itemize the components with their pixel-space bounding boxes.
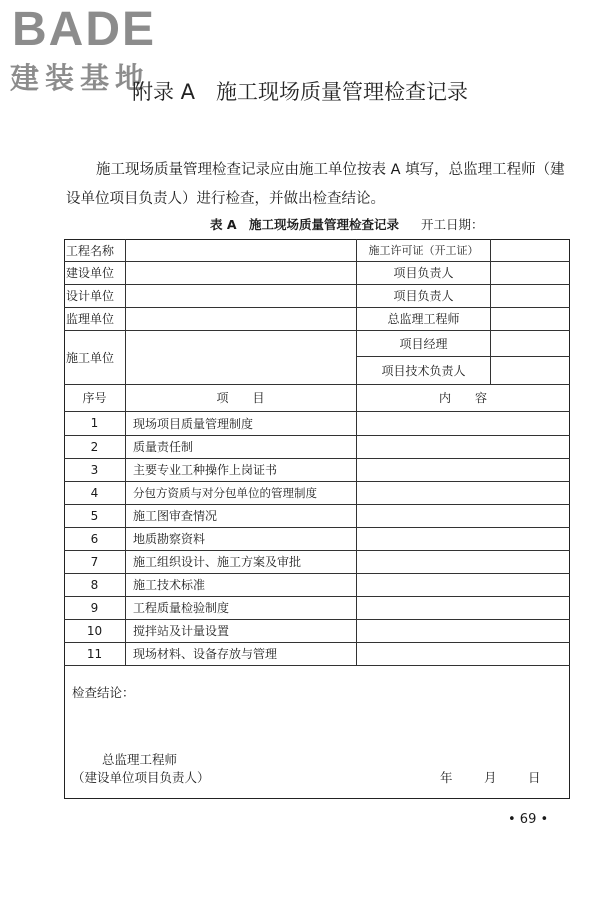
row-number: 4 <box>90 485 99 500</box>
row-number: 2 <box>90 439 99 454</box>
appendix-title: 附录 A 施工现场质量管理检查记录 <box>131 80 469 104</box>
row-number: 9 <box>90 600 99 615</box>
signature-date <box>440 768 572 786</box>
row-number: 10 <box>86 623 103 638</box>
grid-line <box>490 239 491 384</box>
grid-line <box>64 284 570 285</box>
label-chief-supervisor: 总监理工程师 <box>387 312 460 326</box>
label-technical-leader: 项目技术负责人 <box>381 363 466 378</box>
column-header-item: 项 目 <box>216 391 265 405</box>
table-caption-title: 表 A 施工现场质量管理检查记录 <box>210 217 400 232</box>
start-date-label: 开工日期： <box>421 217 484 232</box>
column-header-seq: 序号 <box>82 391 107 405</box>
label-construction-unit: 建设单位 <box>66 266 115 280</box>
row-item: 分包方资质与对分包单位的管理制度 <box>133 485 317 500</box>
row-item: 地质勘察资料 <box>133 532 206 546</box>
grid-line <box>125 384 126 665</box>
grid-line <box>125 239 126 384</box>
label-contractor-unit: 施工单位 <box>66 350 115 365</box>
row-number: 6 <box>90 531 99 546</box>
label-permit: 施工许可证（开工证） <box>368 244 479 257</box>
date-month: 月 <box>484 770 497 785</box>
date-year: 年 <box>440 770 453 785</box>
label-project-leader-1: 项目负责人 <box>393 266 454 280</box>
row-item: 施工技术标准 <box>133 578 206 592</box>
row-item: 施工组织设计、施工方案及审批 <box>133 555 302 569</box>
row-number: 3 <box>90 462 99 477</box>
column-header-content: 内 容 <box>438 391 487 405</box>
logo-subtitle: 建装基地 <box>10 61 151 95</box>
signature-title: 总监理工程师 <box>102 752 178 767</box>
row-item: 质量责任制 <box>133 440 194 454</box>
row-number: 8 <box>90 577 99 592</box>
page-number: • 69 • <box>508 812 549 827</box>
conclusion-label: 检查结论： <box>72 685 135 700</box>
label-supervision-unit: 监理单位 <box>66 312 115 326</box>
grid-line <box>64 261 570 262</box>
label-project-manager: 项目经理 <box>399 336 448 351</box>
row-number: 7 <box>90 554 99 569</box>
row-item: 工程质量检验制度 <box>133 601 230 615</box>
logo-brand: BADE <box>12 3 157 56</box>
row-number: 11 <box>86 646 103 661</box>
date-day: 日 <box>528 770 541 785</box>
row-item: 现场材料、设备存放与管理 <box>133 647 278 661</box>
grid-line <box>64 307 570 308</box>
signature-subtitle: （建设单位项目负责人） <box>72 770 210 785</box>
row-number: 5 <box>90 508 99 523</box>
row-item: 施工图审查情况 <box>133 509 218 523</box>
row-number: 1 <box>90 416 99 430</box>
row-item: 主要专业工种操作上岗证书 <box>133 463 278 477</box>
row-item: 现场项目质量管理制度 <box>133 416 254 431</box>
grid-line <box>64 330 570 331</box>
intro-paragraph: 施工现场质量管理检查记录应由施工单位按表 A 填写，总监理工程师（建设单位项目负责人）进行检查，并做出检查结论。 <box>66 162 565 207</box>
label-design-unit: 设计单位 <box>66 289 115 303</box>
table-caption <box>210 215 484 233</box>
grid-line <box>64 665 570 666</box>
row-item: 搅拌站及计量设置 <box>133 624 230 638</box>
label-project-leader-2: 项目负责人 <box>393 289 454 303</box>
label-project-name: 工程名称 <box>66 243 115 258</box>
